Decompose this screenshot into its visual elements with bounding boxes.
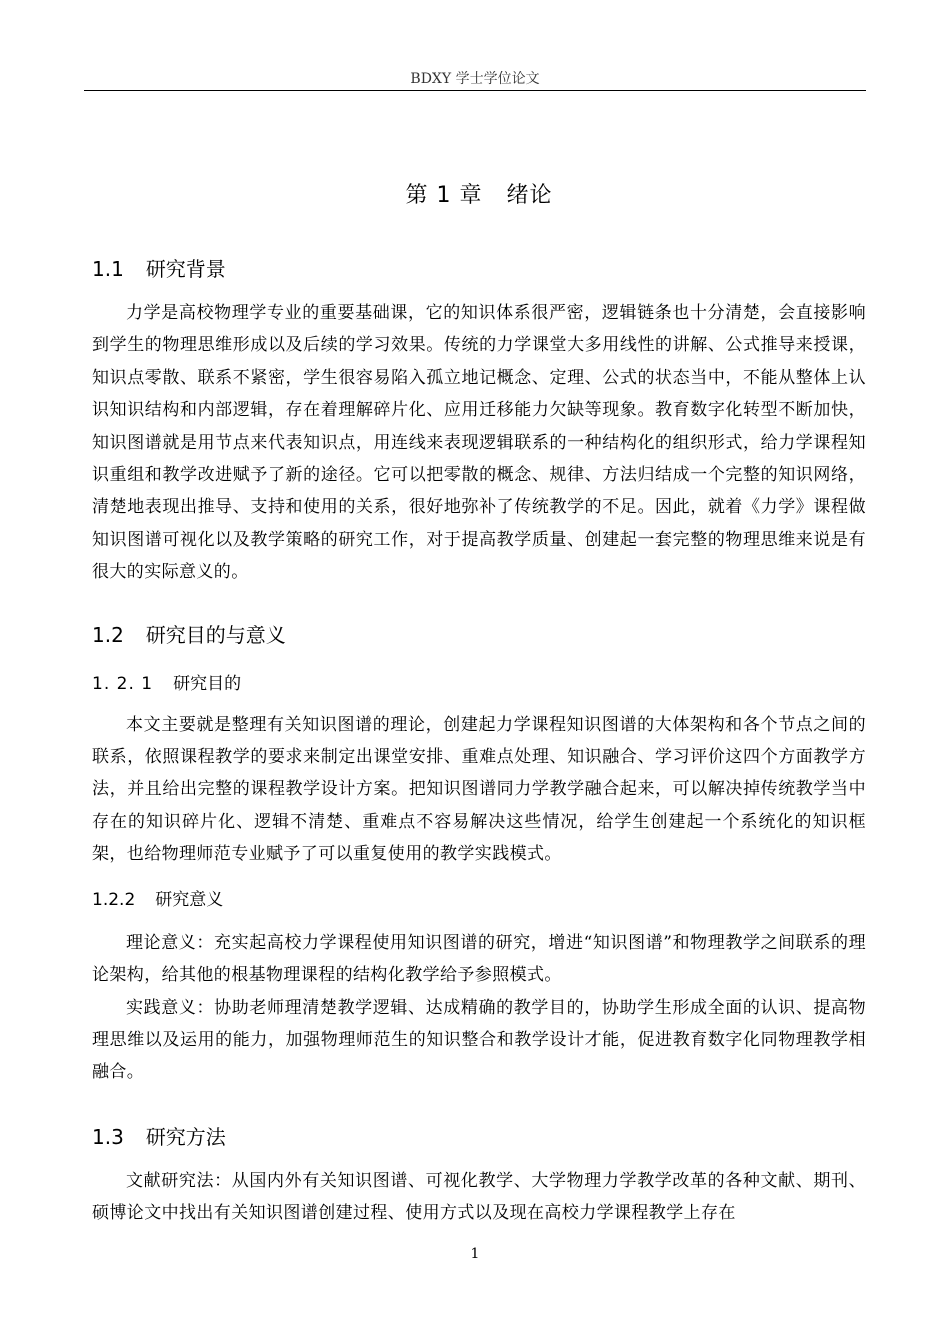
subsection-title: 研究目的 — [173, 673, 242, 694]
paragraph-methods: 文献研究法：从国内外有关知识图谱、可视化教学、大学物理力学教学改革的各种文献、期刊、硕博论文中找出有关知识图谱创建过程、使用方式以及现在高校力学课程教学上存在 — [92, 1170, 866, 1224]
page-content — [92, 178, 866, 1230]
chapter-title — [92, 178, 866, 209]
section-title: 研究目的与意义 — [145, 622, 286, 647]
section-number: 1.2 — [92, 622, 124, 647]
section-title: 研究背景 — [145, 257, 226, 281]
header-rule — [84, 90, 866, 91]
subsection-number: 1.2.2 — [92, 889, 136, 910]
running-header: BDXY 学士学位论文 — [410, 71, 540, 87]
section-heading-1-2 — [92, 621, 866, 649]
paragraph-practical-significance: 实践意义：协助老师理清楚教学逻辑、达成精确的教学目的，协助学生形成全面的认识、提高物理思维以及运用的能力，加强物理师范生的知识整合和教学设计才能，促进教育数字化同物理教学相融合。 — [92, 997, 866, 1083]
subsection-heading-1-2-1 — [92, 671, 866, 697]
subsection-number: 1. 2. 1 — [92, 673, 154, 694]
page-number: 1 — [470, 1246, 480, 1262]
chapter-number: 第 1 章 — [405, 183, 483, 208]
paragraph-purpose: 本文主要就是整理有关知识图谱的理论，创建起力学课程知识图谱的大体架构和各个节点之间的联系，依照课程教学的要求来制定出课堂安排、重难点处理、知识融合、学习评价这四个方面教学方法，并且给出完整的课程教学设计方案。把知识图谱同力学教学融合起来，可以解决掉传统教学当中存在的知识碎片化、逻辑不清楚、重难点不容易解决这些情况，给学生创建起一个系统化的知识框架，也给物理师范专业赋予了可以重复使用的教学实践模式。 — [92, 714, 866, 865]
chapter-name: 绪论 — [506, 183, 553, 208]
subsection-heading-1-2-2 — [92, 887, 866, 913]
paragraph-theoretical-significance: 理论意义：充实起高校力学课程使用知识图谱的研究，增进“知识图谱”和物理教学之间联系的理论架构，给其他的根基物理课程的结构化教学给予参照模式。 — [92, 932, 866, 986]
subsection-title: 研究意义 — [155, 889, 224, 910]
paragraph-background: 力学是高校物理学专业的重要基础课，它的知识体系很严密，逻辑链条也十分清楚，会直接影响到学生的物理思维形成以及后续的学习效果。传统的力学课堂大多用线性的讲解、公式推导来授课，知识点零散、联系不紧密，学生很容易陷入孤立地记概念、定理、公式的状态当中，不能从整体上认识知识结构和内部逻辑，存在着理解碎片化、应用迁移能力欠缺等现象。教育数字化转型不断加快，知识图谱就是用节点来代表知识点，用连线来表现逻辑联系的一种结构化的组织形式，给力学课程知识重组和教学改进赋予了新的途径。它可以把零散的概念、规律、方法归结成一个完整的知识网络，清楚地表现出推导、支持和使用的关系，很好地弥补了传统教学的不足。因此，就着《力学》课程做知识图谱可视化以及教学策略的研究工作，对于提高教学质量、创建起一套完整的物理思维来说是有很大的实际意义的。 — [92, 303, 866, 583]
section-number: 1.1 — [92, 257, 124, 281]
section-number: 1.3 — [92, 1124, 124, 1149]
section-title: 研究方法 — [145, 1124, 226, 1149]
section-heading-1-3 — [92, 1123, 866, 1151]
section-heading-1-1 — [92, 255, 866, 283]
